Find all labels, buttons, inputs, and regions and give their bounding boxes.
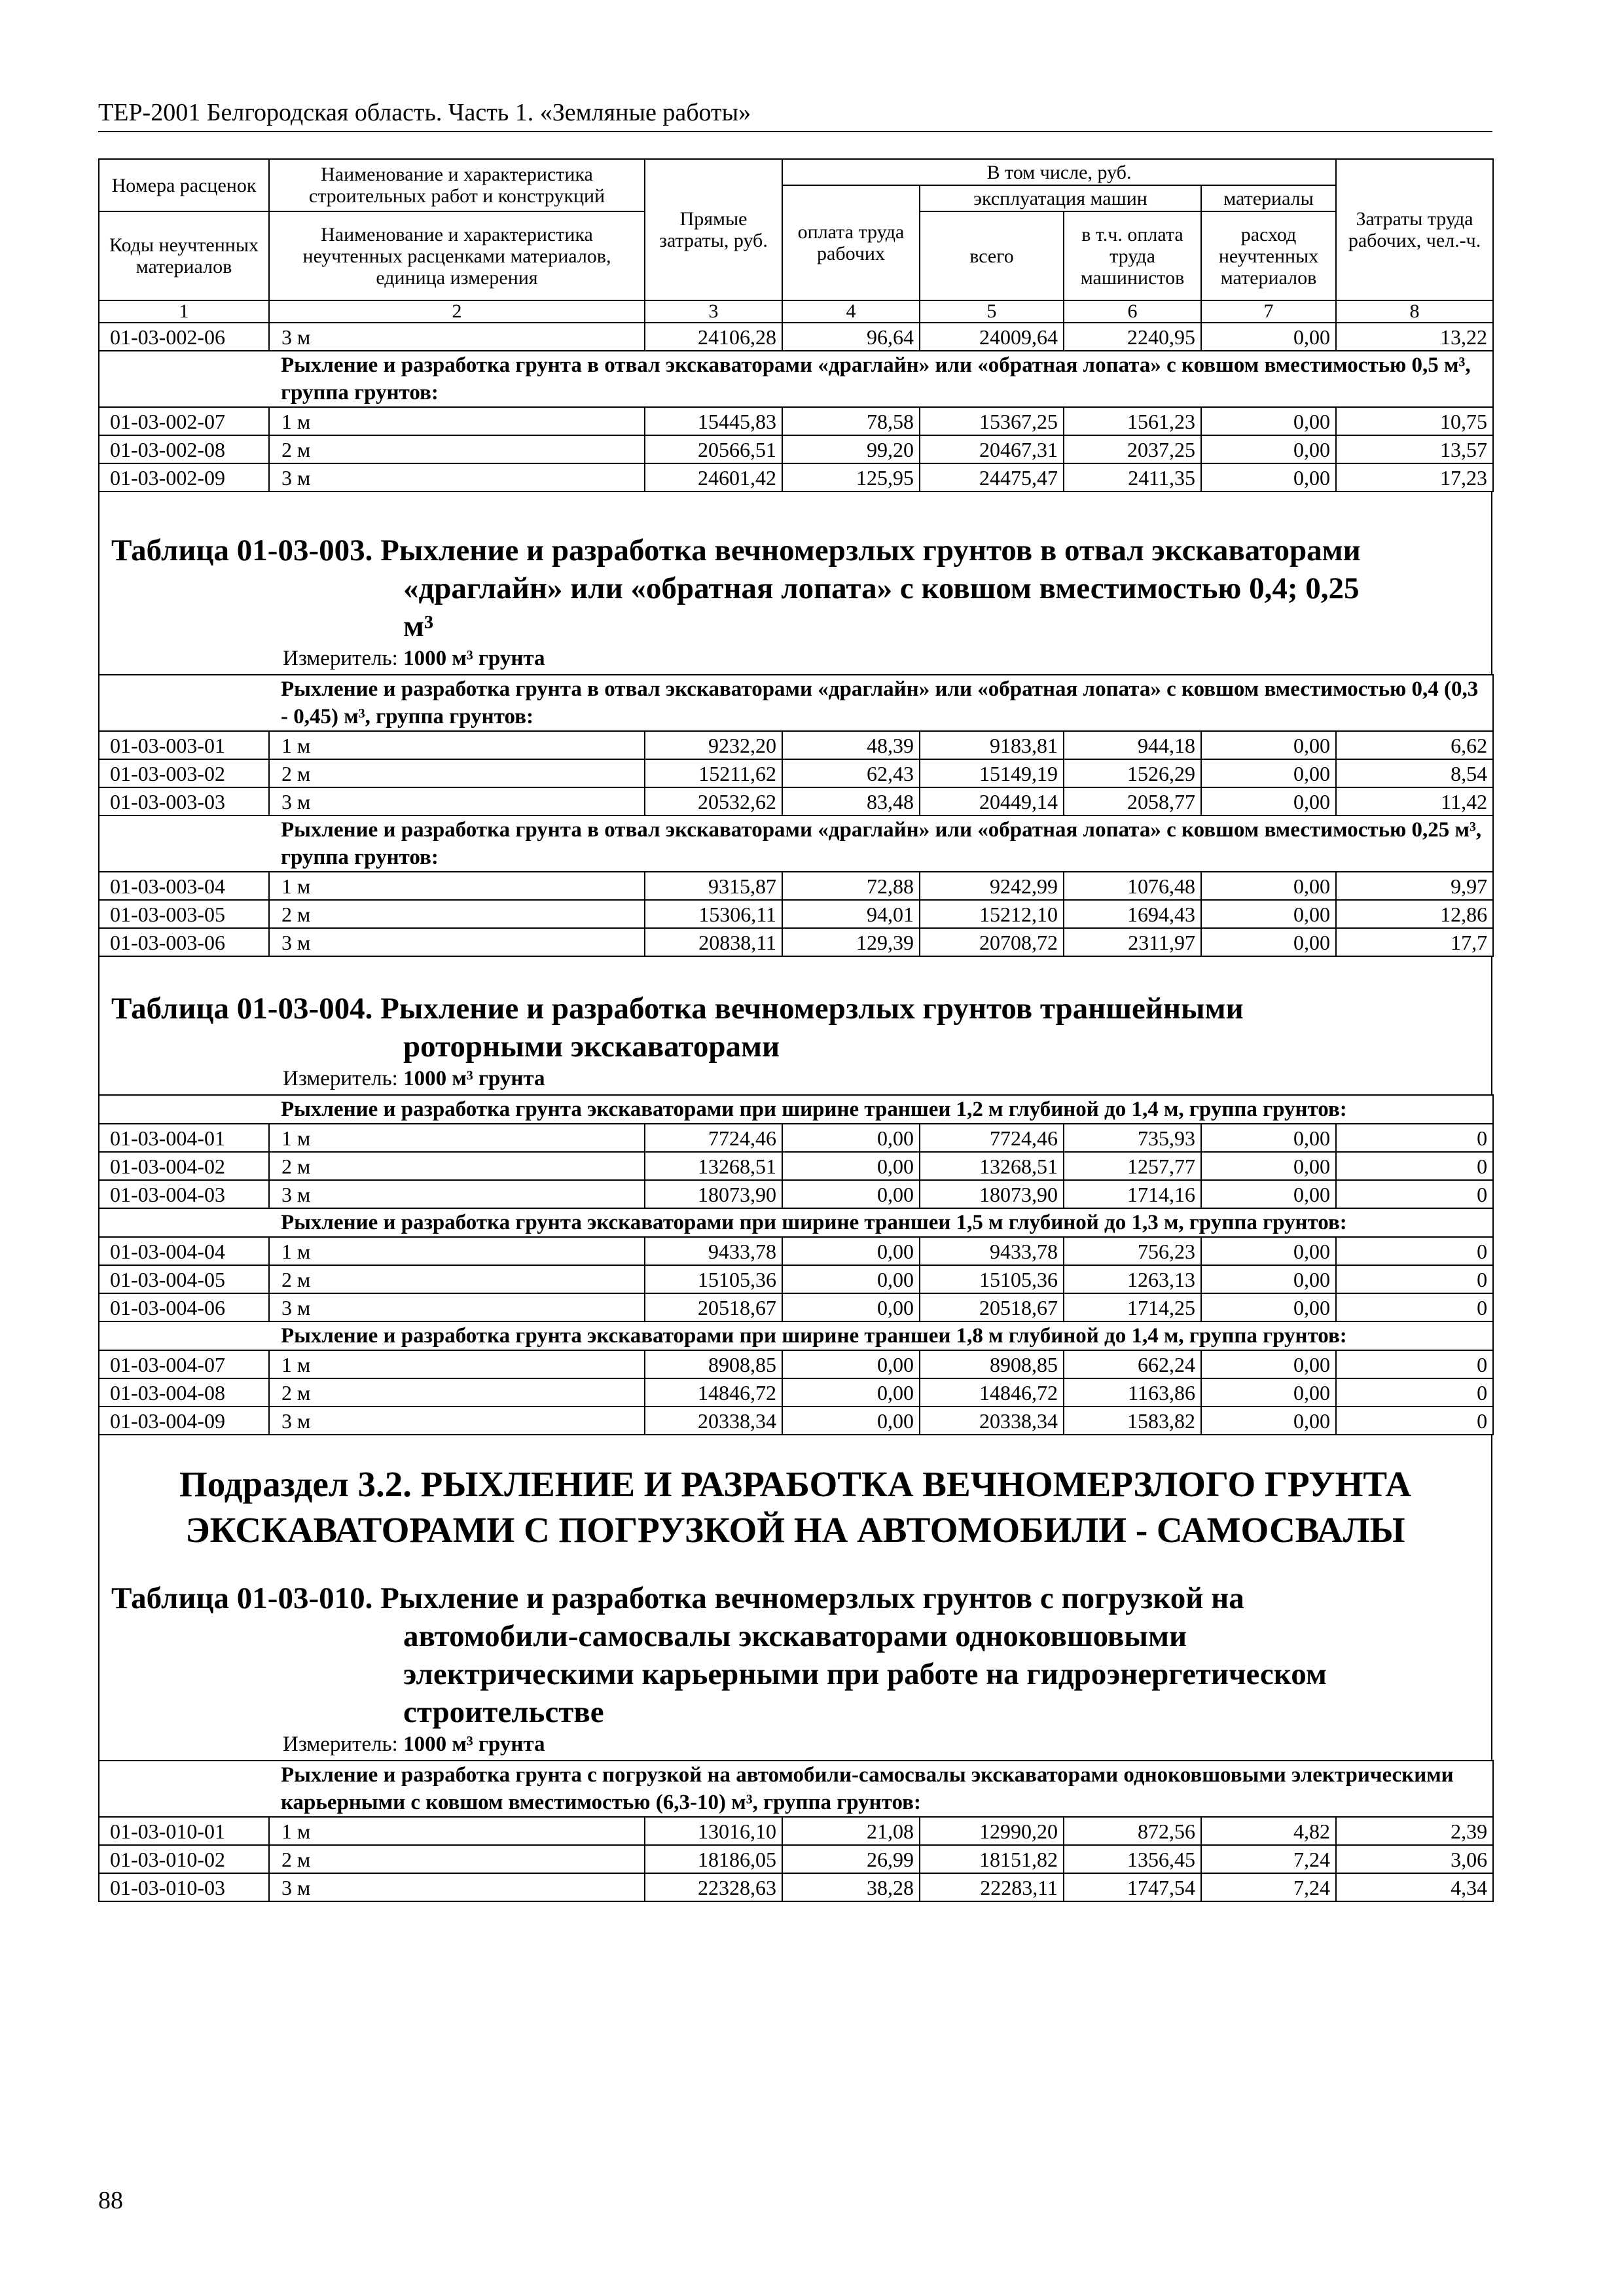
machines-total: 14846,72 bbox=[920, 1378, 1064, 1407]
table-row bbox=[99, 1265, 1493, 1293]
table-number: Таблица 01-03-003. bbox=[111, 533, 373, 567]
machinist-pay: 1257,77 bbox=[1064, 1152, 1201, 1180]
rate-name: 1 м bbox=[269, 1350, 645, 1378]
table-title-line: м³ bbox=[403, 609, 434, 643]
labor-costs: 17,23 bbox=[1336, 463, 1493, 492]
machines-total: 24009,64 bbox=[920, 323, 1064, 351]
group-description: Рыхление и разработка грунта экскаваторами при ширине траншеи 1,2 м глубиной до 1,4 м, группа грунтов: bbox=[269, 1095, 1493, 1124]
rate-code: 01-03-003-06 bbox=[99, 928, 269, 956]
rate-code: 01-03-002-08 bbox=[99, 435, 269, 463]
worker-pay: 0,00 bbox=[782, 1124, 920, 1152]
group-row bbox=[99, 351, 1493, 407]
labor-costs: 4,34 bbox=[1336, 1873, 1493, 1901]
table-title-line: роторными экскаваторами bbox=[403, 1030, 780, 1064]
table-row bbox=[99, 463, 1493, 492]
rate-name: 1 м bbox=[269, 1124, 645, 1152]
table-number: Таблица 01-03-010. bbox=[111, 1581, 373, 1615]
direct-costs: 18186,05 bbox=[645, 1845, 782, 1873]
table-row bbox=[99, 928, 1493, 956]
labor-costs: 9,97 bbox=[1336, 872, 1493, 900]
col-rate-numbers: Номера расценок bbox=[99, 159, 269, 211]
col-number: 1 bbox=[99, 300, 269, 323]
labor-costs: 8,54 bbox=[1336, 759, 1493, 787]
machinist-pay: 1714,25 bbox=[1064, 1293, 1201, 1321]
col-material-name: Наименование и характеристика неучтенных расценками материалов, единица измерения bbox=[269, 211, 645, 300]
col-work-name: Наименование и характеристика строительных работ и конструкций bbox=[269, 159, 645, 211]
table-title-line: Рыхление и разработка вечномерзлых грунтов с погрузкой на bbox=[380, 1581, 1244, 1615]
machinist-pay: 2037,25 bbox=[1064, 435, 1201, 463]
col-group-machines: эксплуатация машин bbox=[920, 185, 1201, 211]
table-row bbox=[99, 407, 1493, 435]
labor-costs: 0 bbox=[1336, 1180, 1493, 1208]
table-row bbox=[99, 323, 1493, 351]
group-row bbox=[99, 1761, 1493, 1817]
rate-name: 1 м bbox=[269, 407, 645, 435]
direct-costs: 20532,62 bbox=[645, 787, 782, 816]
worker-pay: 83,48 bbox=[782, 787, 920, 816]
machinist-pay: 1561,23 bbox=[1064, 407, 1201, 435]
table-title-line: электрическими карьерными при работе на гидроэнергетическом bbox=[403, 1657, 1327, 1691]
column-header-table bbox=[98, 158, 1494, 492]
direct-costs: 20838,11 bbox=[645, 928, 782, 956]
group-description: Рыхление и разработка грунта с погрузкой на автомобили-самосвалы экскаваторами одноковшовыми электрическими карьерными с ковшом вместимостью (6,3-10) м³, группа грунтов: bbox=[269, 1761, 1493, 1817]
machinist-pay: 872,56 bbox=[1064, 1817, 1201, 1845]
worker-pay: 38,28 bbox=[782, 1873, 920, 1901]
materials: 0,00 bbox=[1201, 1124, 1336, 1152]
machines-total: 20708,72 bbox=[920, 928, 1064, 956]
worker-pay: 0,00 bbox=[782, 1237, 920, 1265]
machinist-pay: 662,24 bbox=[1064, 1350, 1201, 1378]
rate-code: 01-03-003-02 bbox=[99, 759, 269, 787]
rate-code: 01-03-003-04 bbox=[99, 872, 269, 900]
rate-name: 3 м bbox=[269, 1180, 645, 1208]
rate-name: 2 м bbox=[269, 1152, 645, 1180]
rate-code: 01-03-003-05 bbox=[99, 900, 269, 928]
materials: 0,00 bbox=[1201, 1378, 1336, 1407]
group-row bbox=[99, 1321, 1493, 1350]
direct-costs: 13016,10 bbox=[645, 1817, 782, 1845]
group-description: Рыхление и разработка грунта экскаваторами при ширине траншеи 1,8 м глубиной до 1,4 м, группа грунтов: bbox=[269, 1321, 1493, 1350]
materials: 0,00 bbox=[1201, 1407, 1336, 1435]
machines-total: 8908,85 bbox=[920, 1350, 1064, 1378]
rate-name: 2 м bbox=[269, 759, 645, 787]
rate-name: 1 м bbox=[269, 1237, 645, 1265]
table-title-line: «драглайн» или «обратная лопата» с ковшом вместимостью 0,4; 0,25 bbox=[403, 571, 1360, 605]
table-row bbox=[99, 1152, 1493, 1180]
measure-unit: Измеритель: 1000 м³ грунта bbox=[98, 1066, 1492, 1094]
page-number: 88 bbox=[98, 2187, 123, 2214]
labor-costs: 17,7 bbox=[1336, 928, 1493, 956]
materials: 0,00 bbox=[1201, 900, 1336, 928]
worker-pay: 0,00 bbox=[782, 1293, 920, 1321]
machinist-pay: 944,18 bbox=[1064, 731, 1201, 759]
worker-pay: 0,00 bbox=[782, 1350, 920, 1378]
table-title bbox=[98, 531, 1492, 645]
table-title-line: Рыхление и разработка вечномерзлых грунтов в отвал экскаваторами bbox=[380, 533, 1361, 567]
machinist-pay: 1694,43 bbox=[1064, 900, 1201, 928]
col-number: 5 bbox=[920, 300, 1064, 323]
rate-name: 3 м bbox=[269, 1873, 645, 1901]
col-worker-pay: оплата труда рабочих bbox=[782, 185, 920, 300]
labor-costs: 0 bbox=[1336, 1124, 1493, 1152]
materials: 4,82 bbox=[1201, 1817, 1336, 1845]
worker-pay: 26,99 bbox=[782, 1845, 920, 1873]
machinist-pay: 1263,13 bbox=[1064, 1265, 1201, 1293]
col-number: 7 bbox=[1201, 300, 1336, 323]
table-row bbox=[99, 1124, 1493, 1152]
labor-costs: 12,86 bbox=[1336, 900, 1493, 928]
rate-name: 2 м bbox=[269, 1378, 645, 1407]
materials: 0,00 bbox=[1201, 928, 1336, 956]
rate-name: 3 м bbox=[269, 787, 645, 816]
machines-total: 15105,36 bbox=[920, 1265, 1064, 1293]
materials: 0,00 bbox=[1201, 1237, 1336, 1265]
col-group-including: В том числе, руб. bbox=[782, 159, 1336, 185]
group-row bbox=[99, 675, 1493, 731]
table-row bbox=[99, 1845, 1493, 1873]
col-labor-costs: Затраты труда рабочих, чел.-ч. bbox=[1336, 159, 1493, 300]
direct-costs: 20518,67 bbox=[645, 1293, 782, 1321]
rate-name: 2 м bbox=[269, 435, 645, 463]
labor-costs: 0 bbox=[1336, 1350, 1493, 1378]
direct-costs: 13268,51 bbox=[645, 1152, 782, 1180]
page-header: ТЕР-2001 Белгородская область. Часть 1. «Земляные работы» bbox=[98, 98, 1492, 132]
rate-code: 01-03-004-08 bbox=[99, 1378, 269, 1407]
table-row bbox=[99, 435, 1493, 463]
col-number: 2 bbox=[269, 300, 645, 323]
col-material-codes: Коды неучтенных материалов bbox=[99, 211, 269, 300]
rate-name: 3 м bbox=[269, 928, 645, 956]
labor-costs: 0 bbox=[1336, 1152, 1493, 1180]
table-title bbox=[98, 1579, 1492, 1731]
group-row bbox=[99, 816, 1493, 872]
worker-pay: 0,00 bbox=[782, 1378, 920, 1407]
rates-table bbox=[98, 1760, 1494, 1902]
labor-costs: 0 bbox=[1336, 1237, 1493, 1265]
machines-total: 20518,67 bbox=[920, 1293, 1064, 1321]
direct-costs: 20566,51 bbox=[645, 435, 782, 463]
direct-costs: 24601,42 bbox=[645, 463, 782, 492]
table-row bbox=[99, 1407, 1493, 1435]
labor-costs: 10,75 bbox=[1336, 407, 1493, 435]
materials: 0,00 bbox=[1201, 872, 1336, 900]
rate-name: 1 м bbox=[269, 731, 645, 759]
machines-total: 15367,25 bbox=[920, 407, 1064, 435]
direct-costs: 9232,20 bbox=[645, 731, 782, 759]
machines-total: 9433,78 bbox=[920, 1237, 1064, 1265]
rate-name: 3 м bbox=[269, 1407, 645, 1435]
machines-total: 7724,46 bbox=[920, 1124, 1064, 1152]
machines-total: 9242,99 bbox=[920, 872, 1064, 900]
machinist-pay: 735,93 bbox=[1064, 1124, 1201, 1152]
machinist-pay: 1583,82 bbox=[1064, 1407, 1201, 1435]
group-description: Рыхление и разработка грунта в отвал экскаваторами «драглайн» или «обратная лопата» с ковшом вместимостью 0,25 м³, группа грунтов: bbox=[269, 816, 1493, 872]
materials: 7,24 bbox=[1201, 1873, 1336, 1901]
rate-code: 01-03-004-04 bbox=[99, 1237, 269, 1265]
machines-total: 15212,10 bbox=[920, 900, 1064, 928]
table-title bbox=[98, 990, 1492, 1066]
rate-name: 2 м bbox=[269, 1265, 645, 1293]
labor-costs: 0 bbox=[1336, 1378, 1493, 1407]
labor-costs: 0 bbox=[1336, 1265, 1493, 1293]
machinist-pay: 2411,35 bbox=[1064, 463, 1201, 492]
worker-pay: 48,39 bbox=[782, 731, 920, 759]
table-title-line: автомобили-самосвалы экскаваторами одноковшовыми bbox=[403, 1619, 1187, 1653]
group-row bbox=[99, 1095, 1493, 1124]
table-row bbox=[99, 787, 1493, 816]
worker-pay: 125,95 bbox=[782, 463, 920, 492]
machinist-pay: 1356,45 bbox=[1064, 1845, 1201, 1873]
materials: 0,00 bbox=[1201, 435, 1336, 463]
rate-code: 01-03-004-01 bbox=[99, 1124, 269, 1152]
rate-code: 01-03-010-01 bbox=[99, 1817, 269, 1845]
rate-code: 01-03-003-03 bbox=[99, 787, 269, 816]
rate-code: 01-03-010-02 bbox=[99, 1845, 269, 1873]
materials: 0,00 bbox=[1201, 1293, 1336, 1321]
labor-costs: 0 bbox=[1336, 1293, 1493, 1321]
measure-unit: Измеритель: 1000 м³ грунта bbox=[98, 1731, 1492, 1760]
machines-total: 22283,11 bbox=[920, 1873, 1064, 1901]
table-row bbox=[99, 1378, 1493, 1407]
direct-costs: 18073,90 bbox=[645, 1180, 782, 1208]
rate-code: 01-03-002-06 bbox=[99, 323, 269, 351]
worker-pay: 72,88 bbox=[782, 872, 920, 900]
direct-costs: 20338,34 bbox=[645, 1407, 782, 1435]
machinist-pay: 2240,95 bbox=[1064, 323, 1201, 351]
rate-code: 01-03-004-07 bbox=[99, 1350, 269, 1378]
machinist-pay: 1526,29 bbox=[1064, 759, 1201, 787]
machinist-pay: 1163,86 bbox=[1064, 1378, 1201, 1407]
table-row bbox=[99, 759, 1493, 787]
rate-code: 01-03-004-09 bbox=[99, 1407, 269, 1435]
materials: 0,00 bbox=[1201, 731, 1336, 759]
rate-code: 01-03-002-07 bbox=[99, 407, 269, 435]
direct-costs: 8908,85 bbox=[645, 1350, 782, 1378]
col-number: 3 bbox=[645, 300, 782, 323]
table-row bbox=[99, 1873, 1493, 1901]
table-row bbox=[99, 731, 1493, 759]
table-row bbox=[99, 1350, 1493, 1378]
labor-costs: 13,57 bbox=[1336, 435, 1493, 463]
rate-name: 2 м bbox=[269, 900, 645, 928]
table-row bbox=[99, 1817, 1493, 1845]
machinist-pay: 1714,16 bbox=[1064, 1180, 1201, 1208]
direct-costs: 15105,36 bbox=[645, 1265, 782, 1293]
direct-costs: 24106,28 bbox=[645, 323, 782, 351]
rate-name: 3 м bbox=[269, 323, 645, 351]
table-row bbox=[99, 1180, 1493, 1208]
worker-pay: 0,00 bbox=[782, 1265, 920, 1293]
machinist-pay: 756,23 bbox=[1064, 1237, 1201, 1265]
col-material-consumption: расход неучтенных материалов bbox=[1201, 211, 1336, 300]
worker-pay: 0,00 bbox=[782, 1180, 920, 1208]
rate-code: 01-03-002-09 bbox=[99, 463, 269, 492]
subsection-heading: Подраздел 3.2. РЫХЛЕНИЕ И РАЗРАБОТКА ВЕЧНОМЕРЗЛОГО ГРУНТА ЭКСКАВАТОРАМИ С ПОГРУЗКОЙ НА АВТОМОБИЛИ - САМОСВАЛЫ bbox=[98, 1462, 1492, 1553]
worker-pay: 96,64 bbox=[782, 323, 920, 351]
labor-costs: 0 bbox=[1336, 1407, 1493, 1435]
rate-name: 3 м bbox=[269, 1293, 645, 1321]
group-description: Рыхление и разработка грунта экскаваторами при ширине траншеи 1,5 м глубиной до 1,3 м, группа грунтов: bbox=[269, 1208, 1493, 1237]
col-number: 8 bbox=[1336, 300, 1493, 323]
materials: 0,00 bbox=[1201, 787, 1336, 816]
materials: 0,00 bbox=[1201, 1180, 1336, 1208]
group-description: Рыхление и разработка грунта в отвал экскаваторами «драглайн» или «обратная лопата» с ковшом вместимостью 0,4 (0,3 - 0,45) м³, группа грунтов: bbox=[269, 675, 1493, 731]
col-direct-costs: Прямые затраты, руб. bbox=[645, 159, 782, 300]
materials: 0,00 bbox=[1201, 323, 1336, 351]
machinist-pay: 1076,48 bbox=[1064, 872, 1201, 900]
col-group-materials: материалы bbox=[1201, 185, 1336, 211]
worker-pay: 21,08 bbox=[782, 1817, 920, 1845]
labor-costs: 6,62 bbox=[1336, 731, 1493, 759]
labor-costs: 2,39 bbox=[1336, 1817, 1493, 1845]
rate-code: 01-03-004-03 bbox=[99, 1180, 269, 1208]
materials: 7,24 bbox=[1201, 1845, 1336, 1873]
worker-pay: 78,58 bbox=[782, 407, 920, 435]
table-title-line: строительстве bbox=[403, 1695, 604, 1729]
rates-table bbox=[98, 674, 1494, 957]
rates-table-top bbox=[98, 158, 1492, 1902]
materials: 0,00 bbox=[1201, 759, 1336, 787]
machines-total: 12990,20 bbox=[920, 1817, 1064, 1845]
machines-total: 24475,47 bbox=[920, 463, 1064, 492]
worker-pay: 0,00 bbox=[782, 1152, 920, 1180]
table-row bbox=[99, 1237, 1493, 1265]
direct-costs: 7724,46 bbox=[645, 1124, 782, 1152]
col-machinist-pay: в т.ч. оплата труда машинистов bbox=[1064, 211, 1201, 300]
worker-pay: 0,00 bbox=[782, 1407, 920, 1435]
machines-total: 18151,82 bbox=[920, 1845, 1064, 1873]
direct-costs: 14846,72 bbox=[645, 1378, 782, 1407]
rates-table bbox=[98, 1094, 1494, 1435]
machines-total: 20449,14 bbox=[920, 787, 1064, 816]
materials: 0,00 bbox=[1201, 1265, 1336, 1293]
rate-code: 01-03-003-01 bbox=[99, 731, 269, 759]
direct-costs: 15445,83 bbox=[645, 407, 782, 435]
rate-name: 1 м bbox=[269, 1817, 645, 1845]
col-number: 6 bbox=[1064, 300, 1201, 323]
rate-code: 01-03-004-02 bbox=[99, 1152, 269, 1180]
rate-name: 2 м bbox=[269, 1845, 645, 1873]
rate-code: 01-03-004-05 bbox=[99, 1265, 269, 1293]
machines-total: 9183,81 bbox=[920, 731, 1064, 759]
machinist-pay: 1747,54 bbox=[1064, 1873, 1201, 1901]
table-number: Таблица 01-03-004. bbox=[111, 992, 373, 1026]
measure-unit: Измеритель: 1000 м³ грунта bbox=[98, 645, 1492, 674]
machines-total: 13268,51 bbox=[920, 1152, 1064, 1180]
labor-costs: 11,42 bbox=[1336, 787, 1493, 816]
materials: 0,00 bbox=[1201, 1152, 1336, 1180]
table-row bbox=[99, 900, 1493, 928]
machines-total: 20338,34 bbox=[920, 1407, 1064, 1435]
group-description: Рыхление и разработка грунта в отвал экскаваторами «драглайн» или «обратная лопата» с ковшом вместимостью 0,5 м³, группа грунтов: bbox=[269, 351, 1493, 407]
rate-name: 1 м bbox=[269, 872, 645, 900]
worker-pay: 62,43 bbox=[782, 759, 920, 787]
direct-costs: 15306,11 bbox=[645, 900, 782, 928]
materials: 0,00 bbox=[1201, 463, 1336, 492]
direct-costs: 22328,63 bbox=[645, 1873, 782, 1901]
machines-total: 20467,31 bbox=[920, 435, 1064, 463]
direct-costs: 9315,87 bbox=[645, 872, 782, 900]
machinist-pay: 2058,77 bbox=[1064, 787, 1201, 816]
worker-pay: 94,01 bbox=[782, 900, 920, 928]
machines-total: 15149,19 bbox=[920, 759, 1064, 787]
table-row bbox=[99, 1293, 1493, 1321]
rate-name: 3 м bbox=[269, 463, 645, 492]
rate-code: 01-03-004-06 bbox=[99, 1293, 269, 1321]
direct-costs: 15211,62 bbox=[645, 759, 782, 787]
machines-total: 18073,90 bbox=[920, 1180, 1064, 1208]
table-row bbox=[99, 872, 1493, 900]
table-title-line: Рыхление и разработка вечномерзлых грунтов траншейными bbox=[380, 992, 1244, 1026]
labor-costs: 3,06 bbox=[1336, 1845, 1493, 1873]
worker-pay: 129,39 bbox=[782, 928, 920, 956]
col-machines-total: всего bbox=[920, 211, 1064, 300]
rate-code: 01-03-010-03 bbox=[99, 1873, 269, 1901]
materials: 0,00 bbox=[1201, 407, 1336, 435]
machinist-pay: 2311,97 bbox=[1064, 928, 1201, 956]
materials: 0,00 bbox=[1201, 1350, 1336, 1378]
worker-pay: 99,20 bbox=[782, 435, 920, 463]
group-row bbox=[99, 1208, 1493, 1237]
labor-costs: 13,22 bbox=[1336, 323, 1493, 351]
direct-costs: 9433,78 bbox=[645, 1237, 782, 1265]
col-number: 4 bbox=[782, 300, 920, 323]
